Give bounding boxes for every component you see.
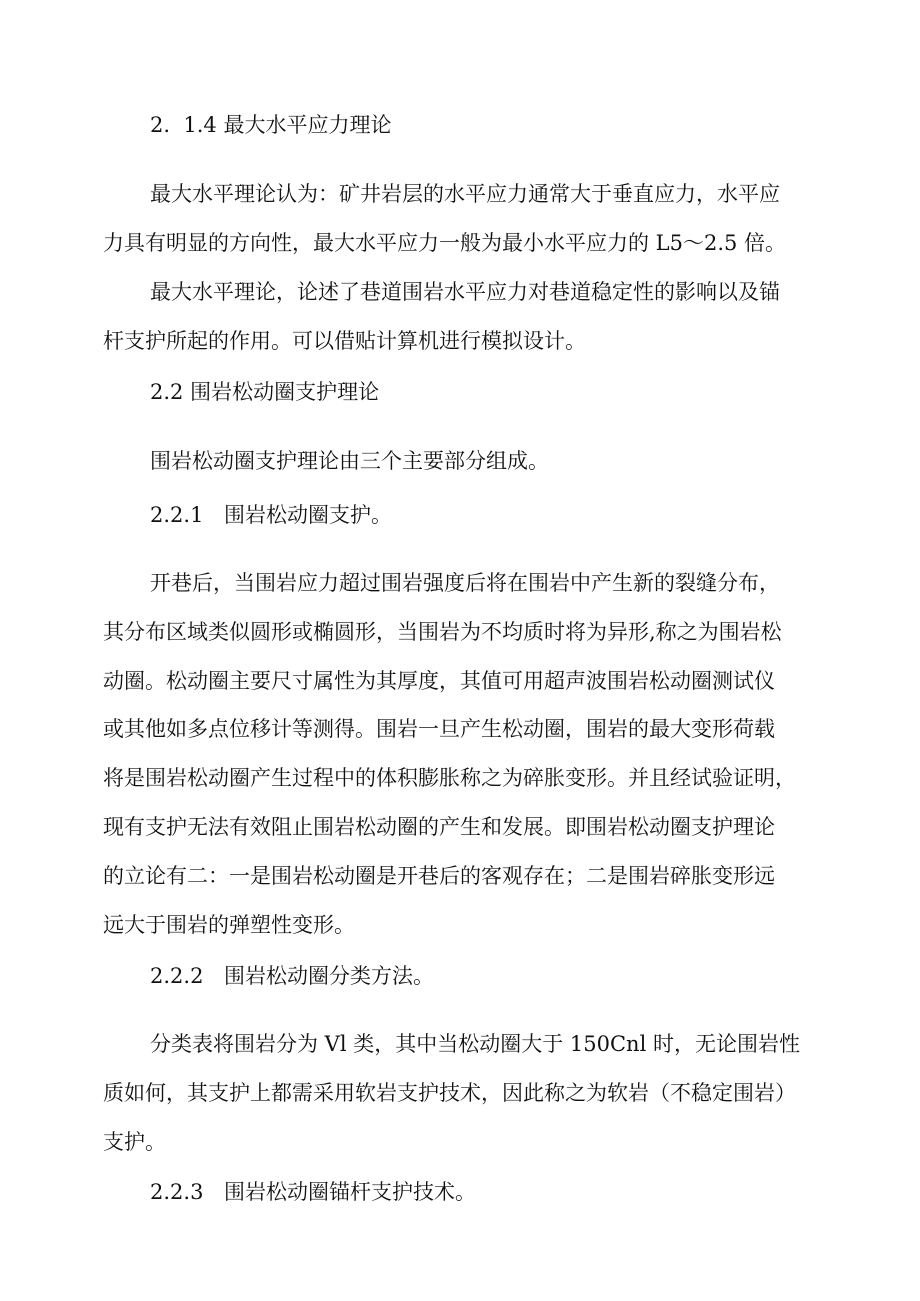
section-title: 围岩松动圈分类方法。 bbox=[224, 964, 434, 988]
paragraph-line: 围岩松动圈支护理论由三个主要部分组成。 bbox=[150, 449, 549, 473]
paragraph-line: 最大水平理论认为：矿井岩层的水平应力通常大于垂直应力，水平应 bbox=[150, 182, 780, 206]
paragraph-line: 其分布区域类似圆形或椭圆形，当围岩为不均质时将为异形,称之为围岩松 bbox=[103, 620, 782, 644]
section-number: 2.2.2 bbox=[150, 964, 204, 988]
section-heading-2-1-4: 2. 1.4 最大水平应力理论 bbox=[150, 113, 392, 137]
section-heading-2-2-2 bbox=[150, 966, 434, 987]
section-heading-2-2: 2.2 围岩松动圈支护理论 bbox=[150, 380, 380, 404]
section-number: 2.2.1 bbox=[150, 503, 204, 527]
section-number: 2.2.3 bbox=[150, 1180, 204, 1204]
paragraph-line: 杆支护所起的作用。可以借贴计算机进行模拟设计。 bbox=[103, 329, 586, 353]
paragraph-line: 支护。 bbox=[103, 1130, 166, 1154]
paragraph-line: 质如何，其支护上都需采用软岩支护技术，因此称之为软岩（不稳定围岩） bbox=[103, 1081, 796, 1105]
paragraph-line: 开巷后，当围岩应力超过围岩强度后将在围岩中产生新的裂缝分布， bbox=[150, 571, 780, 595]
paragraph-line: 动圈。松动圈主要尺寸属性为其厚度，其值可用超声波围岩松动圈测试仪 bbox=[103, 669, 775, 693]
paragraph-line: 远大于围岩的弹塑性变形。 bbox=[103, 913, 355, 937]
paragraph-line: 的立论有二：一是围岩松动圈是开巷后的客观存在；二是围岩碎胀变形远 bbox=[103, 864, 775, 888]
section-title: 围岩松动圈支护。 bbox=[224, 503, 392, 527]
paragraph-line: 现有支护无法有效阻止围岩松动圈的产生和发展。即围岩松动圈支护理论 bbox=[103, 815, 775, 839]
paragraph-line: 最大水平理论，论述了巷道围岩水平应力对巷道稳定性的影响以及锚 bbox=[150, 280, 780, 304]
paragraph-line: 或其他如多点位移计等测得。围岩一旦产生松动圈，围岩的最大变形荷载 bbox=[103, 717, 775, 741]
paragraph-line: 分类表将围岩分为 Vl 类，其中当松动圈大于 150Cnl 时，无论围岩性 bbox=[150, 1032, 800, 1056]
paragraph-line: 将是围岩松动圈产生过程中的体积膨胀称之为碎胀变形。并且经试验证明， bbox=[103, 766, 796, 790]
section-heading-2-2-3 bbox=[150, 1182, 476, 1203]
paragraph-line: 力具有明显的方向性，最大水平应力一般为最小水平应力的 L5～2.5 倍。 bbox=[103, 231, 787, 255]
section-title: 围岩松动圈锚杆支护技术。 bbox=[224, 1180, 476, 1204]
section-heading-2-2-1 bbox=[150, 505, 392, 526]
